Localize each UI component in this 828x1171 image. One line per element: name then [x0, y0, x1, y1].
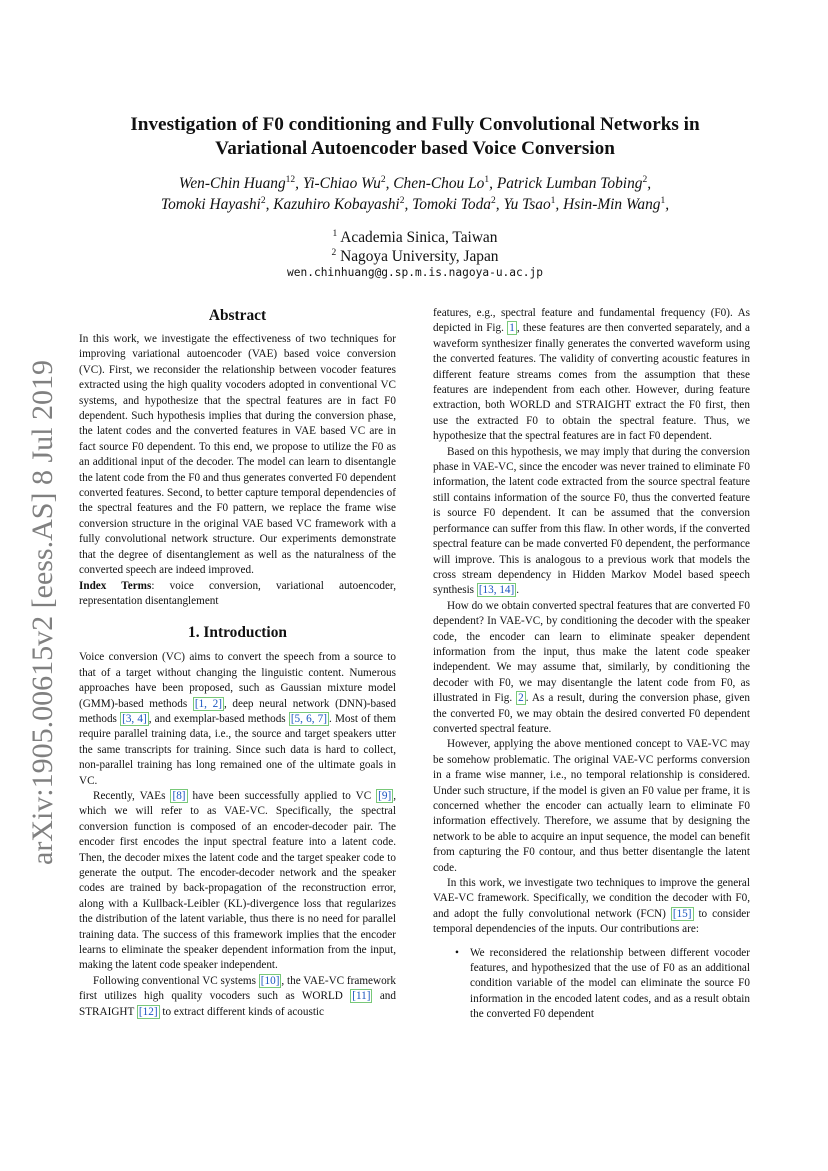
abstract-text: In this work, we investigate the effectiveness of two techniques for improving variational autoencoder (VAE) based voice conversion (VC). First, we reconsider the relationship between vocoder features extracted using the high quality vocoders adopted in conventional VC systems, and hypothesize that the spectral features are in fact F0 dependent. Such hypothesis implies that during the conversion phase, the latent codes and the converted features in VAE based VC are in fact source F0 dependent. To this end, we propose to utilize the F0 as an additional input of the decoder. The model can learn to disentangle the latent code from the F0 and thus generates converted F0 dependent converted features. Second, to better capture temporal dependencies of the spectral features and the F0 pattern, we replace the frame wise conversion structure in the original VAE based VC framework with a fully convolutional network structure. Our experiments demonstrate that the degree of disentanglement as well as the naturalness of the converted speech are indeed improved.: [79, 333, 396, 577]
citation-link[interactable]: [8]: [172, 789, 186, 802]
citation-link[interactable]: [13, 14]: [478, 584, 515, 597]
author-name: Hsin-Min Wang: [563, 196, 661, 213]
author-name: Kazuhiro Kobayashi: [273, 196, 400, 213]
author-name: Wen-Chin Huang: [178, 175, 286, 192]
arxiv-identifier-stamp: arXiv:1905.00615v2 [eess.AS] 8 Jul 2019: [26, 360, 59, 865]
affiliation-mark: 2: [331, 247, 337, 258]
left-column: [79, 306, 396, 1020]
contact-email: wen.chinhuang@g.sp.m.is.nagoya-u.ac.jp: [287, 266, 543, 279]
author-affil-mark: 1: [484, 174, 490, 185]
figure-link[interactable]: 1: [509, 322, 515, 335]
citation-link[interactable]: [5, 6, 7]: [290, 712, 327, 725]
intro-paragraph-3: Following conventional VC systems [10] , the VAE-VC framework first utilizes high quality vocoders such as WORLD [11] and STRAIGHT [12] to extract different kinds of acoustic: [79, 974, 396, 1018]
affiliation-item: [90, 247, 740, 266]
contribution-text: We reconsidered the relationship between different vocoder features, and hypothesized that the use of F0 as an additional condition variable of the model can eliminate the source F0 information in the encoded latent codes, and as a result obtain the converted F0 dependent: [470, 946, 750, 1021]
author-affil-mark: 2: [399, 195, 405, 206]
citation-link[interactable]: [15]: [672, 907, 692, 920]
bullet-marker: •: [455, 946, 459, 959]
author-name: Yi-Chiao Wu: [302, 175, 381, 192]
introduction-heading: 1. Introduction: [188, 624, 287, 642]
index-terms-text: : voice conversion, variational autoencoder, representation disentanglement: [79, 579, 396, 607]
affiliation-name: Academia Sinica, Taiwan: [340, 229, 498, 246]
index-terms: [79, 579, 396, 610]
author-affil-mark: 12: [285, 174, 296, 185]
citation-link[interactable]: [9]: [378, 789, 392, 802]
contribution-list-item: [433, 946, 750, 1023]
body-paragraph-1: features, e.g., spectral feature and fundamental frequency (F0). As depicted in Fig. 1 , these features are then converted separately, and a waveform synthesizer finally generates the converted waveform using the converted features. The validity of converting acoustic features in different feature streams comes from the assumption that these features are independent from each other. However, during feature extraction, both WORLD and STRAIGHT extract the F0 first, then use the extracted F0 to obtain the spectral feature. Thus, we hypothesize that the spectral features are in fact F0 dependent.: [433, 307, 750, 443]
affiliations: [90, 228, 740, 266]
author-affil-mark: 2: [380, 174, 386, 185]
author-affil-mark: 2: [642, 174, 648, 185]
paper-title: [90, 113, 740, 161]
author-affil-mark: 1: [550, 195, 556, 206]
author-line-1: Wen-Chin Huang$^{12}$, Yi-Chiao Wu$^2$, Chen-Chou Lo$^1$, Patrick Lumban Tobing$^2$,: [178, 174, 652, 192]
author-line-2: Tomoki Hayashi$^2$, Kazuhiro Kobayashi$^2$, Tomoki Toda$^2$, Yu Tsao$^1$, Hsin-Min Wang$^1$,: [160, 195, 670, 213]
affiliation-item: [90, 228, 740, 247]
intro-paragraph-2: Recently, VAEs [8] have been successfully applied to VC [9] , which we will refer to as VAE-VC. Specifically, the spectral conversion function is composed of an encoder-decoder pair. The encoder first encodes the input spectral feature into a latent code. Then, the decoder mixes the latent code and the target speaker code to generate the output. The encoder-decoder network and the speaker codes are trained by back-propagation of the reconstruction error, along with a Kullback-Leibler (KL)-divergence loss that regularizes the distribution of the latent variable, thus there is no need for parallel training data. The success of this framework implies that the encoder learns to eliminate the speaker dependent information from the input, making the latent code speaker independent.: [79, 789, 396, 972]
citation-link[interactable]: [12]: [138, 1005, 158, 1018]
figure-link[interactable]: 2: [518, 692, 524, 705]
author-name: Yu Tsao: [503, 196, 551, 213]
citation-link[interactable]: [3, 4]: [122, 712, 147, 725]
index-terms-label: Index Terms: [79, 579, 152, 592]
body-paragraph-3: How do we obtain converted spectral features that are converted F0 dependent? In VAE-VC, by conditioning the decoder with the speaker code, the encoder can learn to eliminate speaker dependent information from the input, thus make the latent code speaker independent. We may assume that, similarly, by conditioning the decoder with F0, we may disentangle the latent code from F0, as illustrated in Fig. 2 . As a result, during the conversion phase, given the converted F0, we may obtain the desired converted F0 dependent converted spectral feature.: [433, 599, 750, 735]
abstract-heading: Abstract: [208, 307, 267, 324]
affiliation-name: Nagoya University, Japan: [340, 248, 499, 265]
author-name: Chen-Chou Lo: [393, 175, 485, 192]
citation-link[interactable]: [10]: [260, 974, 280, 987]
body-paragraph-5: In this work, we investigate two techniques to improve the general VAE-VC framework. Specifically, we condition the decoder with F0, and adopt the fully convolutional network (FCN) [15] to consider temporal dependencies of the inputs. Our contributions are:: [433, 877, 751, 936]
author-affil-mark: 2: [491, 195, 496, 206]
citation-link[interactable]: [11]: [352, 990, 371, 1003]
author-name: Patrick Lumban Tobing: [496, 175, 643, 192]
intro-paragraph-1: Voice conversion (VC) aims to convert the speech from a source to that of a target without changing the linguistic content. Numerous approaches have been proposed, such as Gaussian mixture model (GMM)-based methods [1, 2] , deep neural network (DNN)-based methods [3, 4] , and exemplar-based methods [5, 6, 7] . Most of them require parallel training data, i.e., the source and target speakers utter the same transcripts for training. Since such data is hard to collect, non-parallel training has long remained one of the ultimate goals in VC.: [79, 651, 396, 787]
body-paragraph-2: Based on this hypothesis, we may imply that during the conversion phase in VAE-VC, since the encoder was never trained to eliminate F0 information, the latent code extracted from the source spectral feature still contains information of the source F0, thus the converted feature is source F0 dependent. It can be assumed that the conversion performance can suffer from this flaw. In other words, if the converted spectral feature can be made converted F0 dependent, the performance will improve. This is analogous to a previous work that models the cross stream dependency in Hidden Markov Model based speech synthesis [13, 14] .: [433, 445, 750, 597]
author-affil-mark: 1: [660, 195, 666, 206]
citation-link[interactable]: [1, 2]: [194, 697, 222, 710]
author-name: Tomoki Toda: [412, 196, 491, 213]
author-name: Tomoki Hayashi: [160, 196, 261, 213]
title-line-1: Investigation of F0 conditioning and Fully Convolutional Networks in: [130, 114, 700, 135]
body-paragraph-4: However, applying the above mentioned concept to VAE-VC may be somehow problematic. The original VAE-VC performs conversion in a frame wise manner, i.e., no temporal relationship is considered. Under such structure, if the model is given an F0 value per frame, it is concerned whether the encoder can actually learn to eliminate F0 information effectively. Therefore, we assume that by designing the network to be able to acquire an input sequence, the model can benefit from capturing the F0 contour, and thus better disentangle the latent code.: [433, 738, 750, 874]
right-column: [433, 306, 750, 1023]
affiliation-mark: 1: [332, 228, 338, 239]
title-line-2: Variational Autoencoder based Voice Conversion: [215, 138, 615, 159]
author-list: [90, 173, 740, 215]
author-affil-mark: 2: [260, 195, 266, 206]
